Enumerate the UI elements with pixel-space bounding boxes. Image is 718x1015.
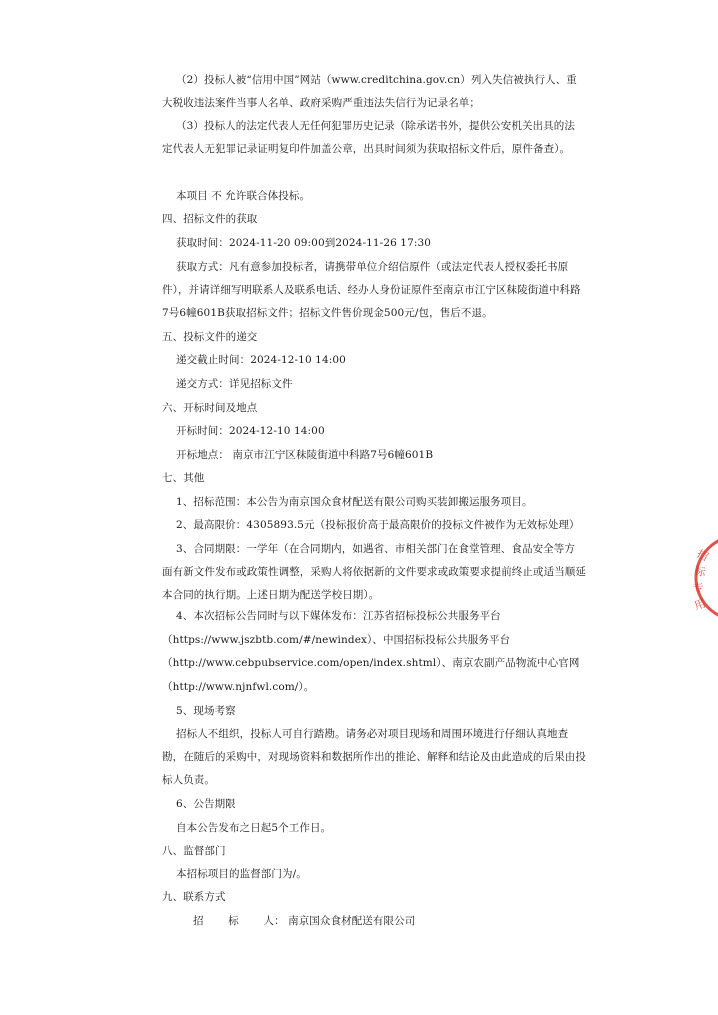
text-line: 招标人不组织，投标人可自行踏勘。请务必对项目现场和周围环境进行仔细认真地查 bbox=[176, 728, 569, 740]
text-line: 7号6幢601B获取招标文件；招标文件售价现金500元/包，售后不退。 bbox=[162, 307, 493, 319]
text-line: 5、现场考察 bbox=[176, 705, 236, 717]
section-heading: 四、招标文件的获取 bbox=[162, 213, 258, 225]
text-line: 开标时间：2024-12-10 14:00 bbox=[176, 425, 325, 437]
text-line: 自本公告发布之日起5个工作日。 bbox=[176, 822, 332, 834]
section-heading: 五、投标文件的递交 bbox=[162, 331, 258, 343]
text-line: 标人负责。 bbox=[162, 774, 215, 786]
text-line: （http://www.cebpubservice.com/open/index.shtml）、南京农副产品物流中心官网 bbox=[162, 657, 580, 669]
text-line: 本招标项目的监督部门为/。 bbox=[176, 868, 307, 880]
seal-fragment: 专 bbox=[692, 581, 705, 595]
text-line: 件），并请详细写明联系人及联系电话、经办人身份证原件至南京市江宁区秣陵街道中科路 bbox=[162, 284, 581, 296]
text-line: 递交截止时间：2024-12-10 14:00 bbox=[176, 354, 346, 366]
text-line: 递交方式：详见招标文件 bbox=[176, 378, 293, 390]
seal-fragment: 标 bbox=[693, 564, 707, 580]
text-line: 2、最高限价：4305893.5元（投标报价高于最高限价的投标文件被作为无效标处理） bbox=[176, 519, 580, 531]
seal-fragment: 用 bbox=[692, 596, 708, 613]
text-line: （https://www.jszbtb.com/#/newindex）、中国招标投标公共服务平台 bbox=[162, 634, 511, 646]
text-line: 开标地点： 南京市江宁区秣陵街道中科路7号6幢601B bbox=[176, 449, 434, 461]
text-line: 6、公告期限 bbox=[176, 798, 236, 810]
section-heading: 七、其他 bbox=[162, 472, 205, 484]
text-line: 定代表人无犯罪记录证明复印件加盖公章，出具时间须为获取招标文件后，原件备查）。 bbox=[162, 143, 571, 155]
text-line: （2）投标人被“信用中国”网站（www.creditchina.gov.cn）列入失信被执行人、重 bbox=[176, 74, 577, 86]
text-line: 招 标 人： 南京国众食材配送有限公司 bbox=[193, 915, 416, 927]
text-line: （3）投标人的法定代表人无任何犯罪历史记录（除承诺书外，提供公安机关出具的法 bbox=[176, 120, 575, 132]
seal-fragment: 招 bbox=[694, 547, 711, 564]
text-line: 本合同的执行期。上述日期为配送学校日期）。 bbox=[162, 589, 380, 601]
red-seal-stamp bbox=[688, 528, 718, 628]
text-line: 3、合同期限：一学年（在合同期内，如遇省、市相关部门在食堂管理、食品安全等方 bbox=[176, 543, 575, 555]
text-line: （http://www.njnfwl.com/）。 bbox=[162, 681, 315, 693]
text-line: 获取时间：2024-11-20 09:00到2024-11-26 17:30 bbox=[176, 237, 432, 249]
text-line: 获取方式：凡有意参加投标者，请携带单位介绍信原件（或法定代表人授权委托书原 bbox=[176, 261, 569, 273]
section-heading: 六、开标时间及地点 bbox=[162, 402, 258, 414]
section-heading: 八、监督部门 bbox=[162, 845, 226, 857]
section-heading: 九、联系方式 bbox=[162, 891, 226, 903]
text-line: 勘，在随后的采购中，对现场资料和数据所作出的推论、解释和结论及由此造成的后果由投 bbox=[162, 751, 586, 763]
text-line: 4、本次招标公告同时与以下媒体发布：江苏省招标投标公共服务平台 bbox=[176, 610, 501, 622]
text-line: 面有新文件发布或政策性调整，采购人将依据新的文件要求或政策要求提前终止或适当顺延 bbox=[162, 566, 586, 578]
text-line: 本项目 不 允许联合体投标。 bbox=[176, 190, 311, 202]
text-line: 大税收违法案件当事人名单、政府采购严重违法失信行为记录名单； bbox=[162, 97, 480, 109]
text-line: 1、招标范围：本公告为南京国众食材配送有限公司购买装卸搬运服务项目。 bbox=[176, 496, 533, 508]
